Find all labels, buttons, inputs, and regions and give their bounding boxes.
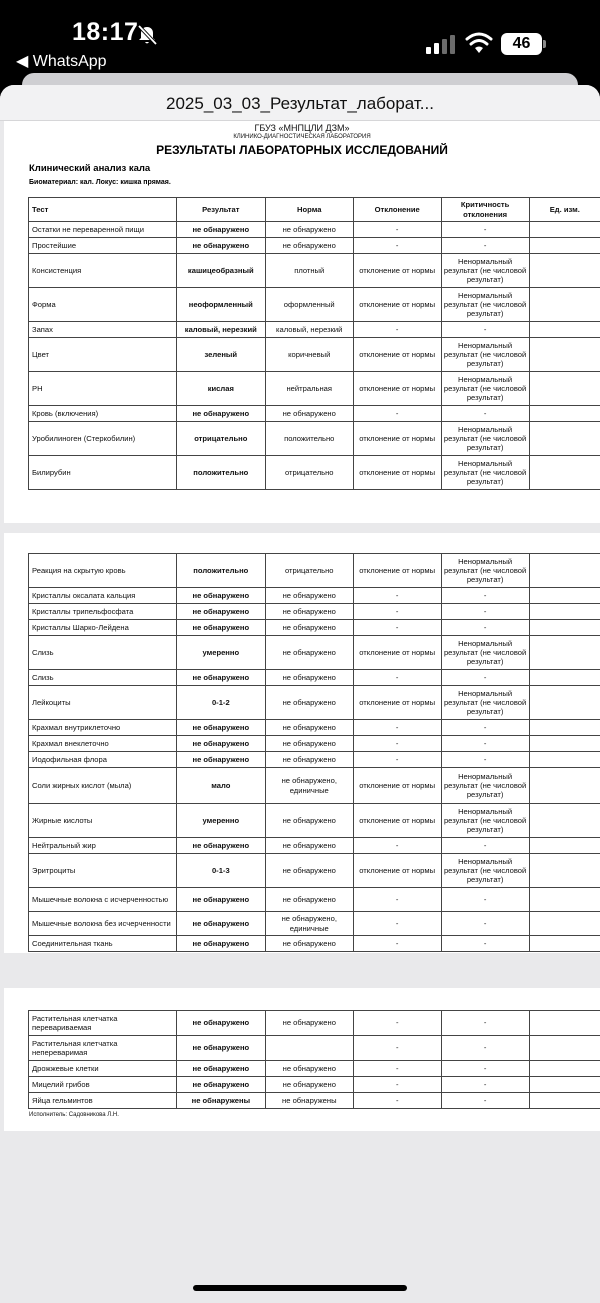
cell-norm: не обнаружено, единичные <box>265 912 353 936</box>
cell-norm: не обнаружено <box>265 936 353 952</box>
cell-norm: не обнаружено <box>265 854 353 888</box>
cell-result: отрицательно <box>176 422 265 456</box>
cell-unit <box>529 1093 600 1109</box>
header-deviation: Отклонение <box>353 198 441 222</box>
cell-norm: не обнаружено, единичные <box>265 768 353 804</box>
cell-criticality: - <box>441 1077 529 1093</box>
cell-result: умеренно <box>176 804 265 838</box>
cell-criticality: Ненормальный результат (не числовой результат) <box>441 636 529 670</box>
cell-criticality: - <box>441 670 529 686</box>
cell-result: не обнаружено <box>176 912 265 936</box>
cell-test: Мышечные волокна без исчерченности <box>29 912 177 936</box>
cell-criticality: - <box>441 752 529 768</box>
cell-deviation: - <box>353 588 441 604</box>
cell-result: не обнаружено <box>176 604 265 620</box>
cell-unit <box>529 720 600 736</box>
cell-test: Мышечные волокна с исчерченностью <box>29 888 177 912</box>
cell-test: Цвет <box>29 338 177 372</box>
cell-deviation: отклонение от нормы <box>353 338 441 372</box>
cell-result: не обнаружено <box>176 1061 265 1077</box>
org-name: ГБУЗ «МНПЦЛИ ДЗМ» <box>254 123 350 133</box>
status-bar <box>0 0 600 72</box>
cell-deviation: - <box>353 1011 441 1036</box>
cell-test: Кристаллы оксалата кальция <box>29 588 177 604</box>
cell-deviation: отклонение от нормы <box>353 686 441 720</box>
table-row <box>29 1011 600 1036</box>
pdf-page-2 <box>4 533 600 953</box>
cell-result: 0-1-2 <box>176 686 265 720</box>
table-row <box>29 554 600 588</box>
cell-deviation: - <box>353 720 441 736</box>
cell-test: Реакция на скрытую кровь <box>29 554 177 588</box>
cell-deviation: - <box>353 604 441 620</box>
cell-criticality: - <box>441 1036 529 1061</box>
cell-criticality: - <box>441 222 529 238</box>
back-label: WhatsApp <box>32 53 107 70</box>
cell-norm: отрицательно <box>265 456 353 490</box>
document-viewer[interactable] <box>0 85 600 1303</box>
table-row <box>29 720 600 736</box>
cell-norm: не обнаружено <box>265 238 353 254</box>
cell-result: не обнаружено <box>176 1036 265 1061</box>
cell-result: не обнаружено <box>176 222 265 238</box>
executor-line: Исполнитель: Садовникова Л.Н. <box>29 1112 119 1118</box>
cell-criticality: Ненормальный результат (не числовой результат) <box>441 554 529 588</box>
cell-criticality: Ненормальный результат (не числовой результат) <box>441 456 529 490</box>
cell-unit <box>529 288 600 322</box>
cell-unit <box>529 406 600 422</box>
table-row <box>29 372 600 406</box>
cell-norm: коричневый <box>265 338 353 372</box>
cell-unit <box>529 222 600 238</box>
cell-deviation: - <box>353 670 441 686</box>
cell-deviation: отклонение от нормы <box>353 804 441 838</box>
cell-criticality: - <box>441 1061 529 1077</box>
header-result: Результат <box>176 198 265 222</box>
analysis-title: Клинический анализ кала <box>29 163 151 174</box>
cell-criticality: Ненормальный результат (не числовой результат) <box>441 422 529 456</box>
cell-norm: не обнаружено <box>265 736 353 752</box>
cell-criticality: - <box>441 888 529 912</box>
cell-unit <box>529 238 600 254</box>
table-row <box>29 686 600 720</box>
cell-unit <box>529 1011 600 1036</box>
table-row <box>29 588 600 604</box>
table-header-row <box>29 198 600 222</box>
cell-test: Жирные кислоты <box>29 804 177 838</box>
cell-test: Крахмал внутриклеточно <box>29 720 177 736</box>
table-row <box>29 636 600 670</box>
table-row <box>29 670 600 686</box>
cell-result: не обнаружено <box>176 1077 265 1093</box>
cell-deviation: отклонение от нормы <box>353 636 441 670</box>
cell-unit <box>529 1036 600 1061</box>
cell-result: умеренно <box>176 636 265 670</box>
cell-result: не обнаружено <box>176 670 265 686</box>
cell-test: Кристаллы Шарко-Лейдена <box>29 620 177 636</box>
table-row <box>29 222 600 238</box>
cell-unit <box>529 588 600 604</box>
cell-test: Простейшие <box>29 238 177 254</box>
cell-test: Билирубин <box>29 456 177 490</box>
cell-criticality: - <box>441 238 529 254</box>
cell-criticality: Ненормальный результат (не числовой результат) <box>441 254 529 288</box>
cell-norm: не обнаружено <box>265 752 353 768</box>
cell-test: Соединительная ткань <box>29 936 177 952</box>
wifi-icon <box>465 32 493 54</box>
cell-norm: не обнаружены <box>265 1093 353 1109</box>
cell-unit <box>529 838 600 854</box>
table-row <box>29 912 600 936</box>
cell-norm: не обнаружено <box>265 604 353 620</box>
cell-test: PH <box>29 372 177 406</box>
cell-test: Соли жирных кислот (мыла) <box>29 768 177 804</box>
cell-test: Уробилиноген (Стеркобилин) <box>29 422 177 456</box>
clock: 18:17 <box>72 18 139 46</box>
cell-deviation: - <box>353 888 441 912</box>
cell-unit <box>529 636 600 670</box>
cell-unit <box>529 752 600 768</box>
battery-indicator <box>501 33 547 55</box>
cell-test: Крахмал внеклеточно <box>29 736 177 752</box>
cell-unit <box>529 686 600 720</box>
cell-test: Лейкоциты <box>29 686 177 720</box>
document-title: 2025_03_03_Результат_лаборат... <box>0 85 600 121</box>
cell-result: не обнаружено <box>176 238 265 254</box>
header-norm: Норма <box>265 198 353 222</box>
cell-criticality: Ненормальный результат (не числовой результат) <box>441 854 529 888</box>
cell-deviation: - <box>353 620 441 636</box>
table-row <box>29 338 600 372</box>
cell-test: Мицелий грибов <box>29 1077 177 1093</box>
cell-criticality: - <box>441 588 529 604</box>
cell-unit <box>529 372 600 406</box>
cell-unit <box>529 1077 600 1093</box>
cell-result: не обнаружено <box>176 620 265 636</box>
cell-deviation: отклонение от нормы <box>353 554 441 588</box>
table-row <box>29 406 600 422</box>
cell-norm: не обнаружено <box>265 222 353 238</box>
cell-norm: не обнаружено <box>265 406 353 422</box>
cell-criticality: - <box>441 936 529 952</box>
report-heading: РЕЗУЛЬТАТЫ ЛАБОРАТОРНЫХ ИССЛЕДОВАНИЙ <box>156 143 448 157</box>
cell-norm: не обнаружено <box>265 888 353 912</box>
results-table-page-1 <box>28 197 600 490</box>
cell-unit <box>529 768 600 804</box>
cell-criticality: - <box>441 720 529 736</box>
header-test: Тест <box>29 198 177 222</box>
cell-unit <box>529 604 600 620</box>
cell-test: Слизь <box>29 670 177 686</box>
cell-deviation: отклонение от нормы <box>353 422 441 456</box>
table-row <box>29 288 600 322</box>
table-row <box>29 422 600 456</box>
cell-criticality: - <box>441 912 529 936</box>
results-table-page-2 <box>28 553 600 952</box>
header-unit: Ед. изм. <box>529 198 600 222</box>
cell-unit <box>529 854 600 888</box>
cell-criticality: Ненормальный результат (не числовой результат) <box>441 288 529 322</box>
cell-result: не обнаружено <box>176 936 265 952</box>
cell-criticality: Ненормальный результат (не числовой результат) <box>441 338 529 372</box>
cell-deviation: - <box>353 1036 441 1061</box>
cell-norm: не обнаружено <box>265 686 353 720</box>
table-row <box>29 736 600 752</box>
cell-norm <box>265 1036 353 1061</box>
cell-test: Кристаллы трипельфосфата <box>29 604 177 620</box>
cell-test: Дрожжевые клетки <box>29 1061 177 1077</box>
cell-norm: плотный <box>265 254 353 288</box>
cell-deviation: - <box>353 912 441 936</box>
cell-deviation: - <box>353 322 441 338</box>
cell-norm: не обнаружено <box>265 620 353 636</box>
cell-norm: не обнаружено <box>265 1077 353 1093</box>
cell-deviation: - <box>353 1093 441 1109</box>
table-row <box>29 322 600 338</box>
cell-unit <box>529 736 600 752</box>
cell-test: Растительная клетчатка непереваримая <box>29 1036 177 1061</box>
cell-criticality: - <box>441 838 529 854</box>
cell-norm: не обнаружено <box>265 670 353 686</box>
cell-criticality: - <box>441 322 529 338</box>
cell-norm: положительно <box>265 422 353 456</box>
cell-unit <box>529 254 600 288</box>
cell-result: не обнаружено <box>176 838 265 854</box>
cell-result: положительно <box>176 554 265 588</box>
cell-result: 0-1-3 <box>176 854 265 888</box>
pdf-page-3 <box>4 988 600 1131</box>
cell-result: мало <box>176 768 265 804</box>
table-row <box>29 804 600 838</box>
cell-deviation: отклонение от нормы <box>353 768 441 804</box>
table-row <box>29 620 600 636</box>
department-name: КЛИНИКО-ДИАГНОСТИЧЕСКАЯ ЛАБОРАТОРИЯ <box>233 134 371 140</box>
cell-test: Иодофильная флора <box>29 752 177 768</box>
cell-result: положительно <box>176 456 265 490</box>
cell-criticality: - <box>441 604 529 620</box>
cell-unit <box>529 804 600 838</box>
cell-criticality: - <box>441 406 529 422</box>
cell-norm: не обнаружено <box>265 1061 353 1077</box>
cell-criticality: Ненормальный результат (не числовой результат) <box>441 804 529 838</box>
cell-unit <box>529 888 600 912</box>
cell-deviation: - <box>353 736 441 752</box>
cell-norm: не обнаружено <box>265 804 353 838</box>
table-row <box>29 456 600 490</box>
cell-norm: не обнаружено <box>265 838 353 854</box>
cell-unit <box>529 620 600 636</box>
cell-result: зеленый <box>176 338 265 372</box>
cell-test: Консистенция <box>29 254 177 288</box>
back-arrow-icon: ◀ <box>16 53 29 70</box>
table-row <box>29 238 600 254</box>
table-row <box>29 604 600 620</box>
table-row <box>29 752 600 768</box>
home-indicator[interactable] <box>193 1285 407 1291</box>
battery-tip <box>543 40 546 48</box>
cell-deviation: отклонение от нормы <box>353 456 441 490</box>
cell-deviation: - <box>353 222 441 238</box>
cell-result: не обнаружено <box>176 588 265 604</box>
cell-result: каловый, нерезкий <box>176 322 265 338</box>
cell-criticality: - <box>441 620 529 636</box>
cell-deviation: - <box>353 752 441 768</box>
battery-level: 46 <box>501 33 542 55</box>
cell-criticality: Ненормальный результат (не числовой результат) <box>441 686 529 720</box>
cell-result: кислая <box>176 372 265 406</box>
cell-deviation: - <box>353 238 441 254</box>
cell-norm: не обнаружено <box>265 1011 353 1036</box>
cell-norm: не обнаружено <box>265 720 353 736</box>
table-row <box>29 854 600 888</box>
cell-deviation: - <box>353 1061 441 1077</box>
table-row <box>29 888 600 912</box>
cell-test: Запах <box>29 322 177 338</box>
cell-norm: отрицательно <box>265 554 353 588</box>
cell-test: Яйца гельминтов <box>29 1093 177 1109</box>
table-row <box>29 254 600 288</box>
cell-criticality: - <box>441 1093 529 1109</box>
pdf-page-1 <box>4 121 600 523</box>
cell-result: не обнаружены <box>176 1093 265 1109</box>
cell-test: Остатки не переваренной пищи <box>29 222 177 238</box>
cellular-signal-icon <box>426 34 456 54</box>
cell-result: не обнаружено <box>176 736 265 752</box>
table-row <box>29 838 600 854</box>
cell-unit <box>529 422 600 456</box>
cell-result: не обнаружено <box>176 752 265 768</box>
cell-unit <box>529 322 600 338</box>
cell-test: Нейтральный жир <box>29 838 177 854</box>
cell-test: Кровь (включения) <box>29 406 177 422</box>
cell-deviation: отклонение от нормы <box>353 254 441 288</box>
cell-unit <box>529 670 600 686</box>
bell-muted-icon <box>136 24 158 46</box>
results-table-page-3 <box>28 1010 600 1109</box>
cell-norm: оформленный <box>265 288 353 322</box>
cell-criticality: Ненормальный результат (не числовой результат) <box>441 768 529 804</box>
cell-unit <box>529 554 600 588</box>
table-row <box>29 936 600 952</box>
cell-result: не обнаружено <box>176 406 265 422</box>
cell-deviation: отклонение от нормы <box>353 288 441 322</box>
table-row <box>29 1061 600 1077</box>
cell-test: Слизь <box>29 636 177 670</box>
cell-unit <box>529 1061 600 1077</box>
cell-unit <box>529 456 600 490</box>
cell-deviation: - <box>353 838 441 854</box>
cell-criticality: - <box>441 736 529 752</box>
cell-criticality: - <box>441 1011 529 1036</box>
cell-norm: каловый, нерезкий <box>265 322 353 338</box>
table-row <box>29 1077 600 1093</box>
biomaterial-line: Биоматериал: кал. Локус: кишка прямая. <box>29 179 171 186</box>
cell-norm: не обнаружено <box>265 636 353 670</box>
header-criticality: Критичность отклонения <box>441 198 529 222</box>
cell-result: кашицеобразный <box>176 254 265 288</box>
cell-deviation: - <box>353 936 441 952</box>
cell-test: Эритроциты <box>29 854 177 888</box>
table-row <box>29 1036 600 1061</box>
cell-norm: нейтральная <box>265 372 353 406</box>
cell-result: не обнаружено <box>176 720 265 736</box>
cell-deviation: - <box>353 406 441 422</box>
cell-result: неоформленный <box>176 288 265 322</box>
table-row <box>29 1093 600 1109</box>
cell-criticality: Ненормальный результат (не числовой результат) <box>441 372 529 406</box>
cell-test: Растительная клетчатка перевариваемая <box>29 1011 177 1036</box>
cell-unit <box>529 912 600 936</box>
cell-result: не обнаружено <box>176 888 265 912</box>
cell-unit <box>529 936 600 952</box>
cell-deviation: отклонение от нормы <box>353 372 441 406</box>
cell-deviation: отклонение от нормы <box>353 854 441 888</box>
cell-norm: не обнаружено <box>265 588 353 604</box>
back-to-whatsapp-link[interactable] <box>16 51 107 71</box>
cell-result: не обнаружено <box>176 1011 265 1036</box>
cell-unit <box>529 338 600 372</box>
cell-test: Форма <box>29 288 177 322</box>
cell-deviation: - <box>353 1077 441 1093</box>
table-row <box>29 768 600 804</box>
